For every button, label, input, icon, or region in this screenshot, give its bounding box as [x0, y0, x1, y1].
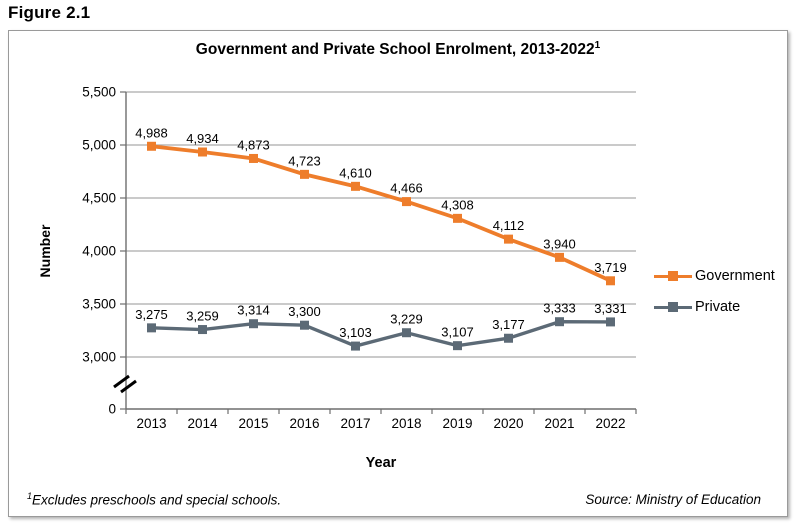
legend-item-private [654, 296, 775, 318]
svg-text:3,719: 3,719 [594, 259, 627, 275]
legend-item-government [654, 265, 775, 287]
svg-text:4,308: 4,308 [441, 197, 474, 213]
svg-text:3,259: 3,259 [186, 308, 219, 324]
svg-text:4,610: 4,610 [339, 165, 372, 181]
svg-text:4,723: 4,723 [288, 153, 321, 169]
svg-text:3,000: 3,000 [82, 349, 116, 365]
svg-text:5,000: 5,000 [82, 137, 116, 153]
y-axis-title: Number [37, 224, 53, 278]
svg-text:3,331: 3,331 [594, 300, 627, 316]
svg-text:3,177: 3,177 [492, 317, 525, 333]
legend-square-marker [668, 271, 678, 281]
svg-text:2021: 2021 [544, 416, 575, 431]
svg-text:3,314: 3,314 [237, 302, 270, 318]
svg-text:2015: 2015 [238, 416, 269, 431]
legend [654, 265, 775, 327]
svg-text:3,275: 3,275 [135, 306, 168, 322]
svg-text:2016: 2016 [289, 416, 320, 431]
footnote-marker: 1 [27, 490, 33, 501]
line-chart [71, 79, 651, 439]
svg-text:2017: 2017 [340, 416, 371, 431]
svg-text:4,000: 4,000 [82, 243, 116, 259]
svg-text:3,333: 3,333 [543, 300, 576, 316]
svg-text:2014: 2014 [187, 416, 218, 431]
figure-label: Figure 2.1 [8, 3, 91, 22]
chart-footer [27, 491, 761, 508]
svg-text:4,988: 4,988 [135, 125, 168, 141]
svg-text:4,466: 4,466 [390, 180, 423, 196]
legend-square-marker [668, 302, 678, 312]
svg-text:4,112: 4,112 [492, 218, 525, 234]
svg-text:3,229: 3,229 [390, 311, 423, 327]
chart-panel [8, 30, 788, 517]
svg-text:4,934: 4,934 [186, 130, 219, 146]
svg-text:2022: 2022 [595, 416, 626, 431]
legend-label-government: Government [695, 268, 775, 284]
svg-text:4,873: 4,873 [237, 137, 270, 153]
chart-title-footnote-marker: 1 [594, 40, 601, 51]
footnote-text: Excludes preschools and special schools. [32, 492, 282, 507]
svg-text:2019: 2019 [442, 416, 473, 431]
svg-text:5,500: 5,500 [82, 84, 116, 100]
svg-text:3,500: 3,500 [82, 296, 116, 312]
svg-text:3,940: 3,940 [543, 236, 576, 252]
svg-text:4,500: 4,500 [82, 190, 116, 206]
svg-text:2018: 2018 [391, 416, 422, 431]
svg-text:3,107: 3,107 [441, 324, 474, 340]
legend-label-private: Private [695, 299, 741, 315]
chart-title [9, 40, 787, 59]
svg-text:3,103: 3,103 [339, 325, 372, 341]
svg-text:2013: 2013 [136, 416, 167, 431]
chart-title-text: Government and Private School Enrolment, 2013-2022 [195, 41, 595, 59]
svg-text:0: 0 [108, 401, 116, 417]
footnote [27, 491, 281, 508]
private-series-swatch [654, 301, 692, 313]
source-note: Source: Ministry of Education [585, 492, 761, 507]
svg-text:3,300: 3,300 [288, 304, 321, 320]
svg-text:2020: 2020 [493, 416, 524, 431]
government-series-swatch [654, 270, 692, 282]
x-axis-title: Year [365, 455, 397, 471]
